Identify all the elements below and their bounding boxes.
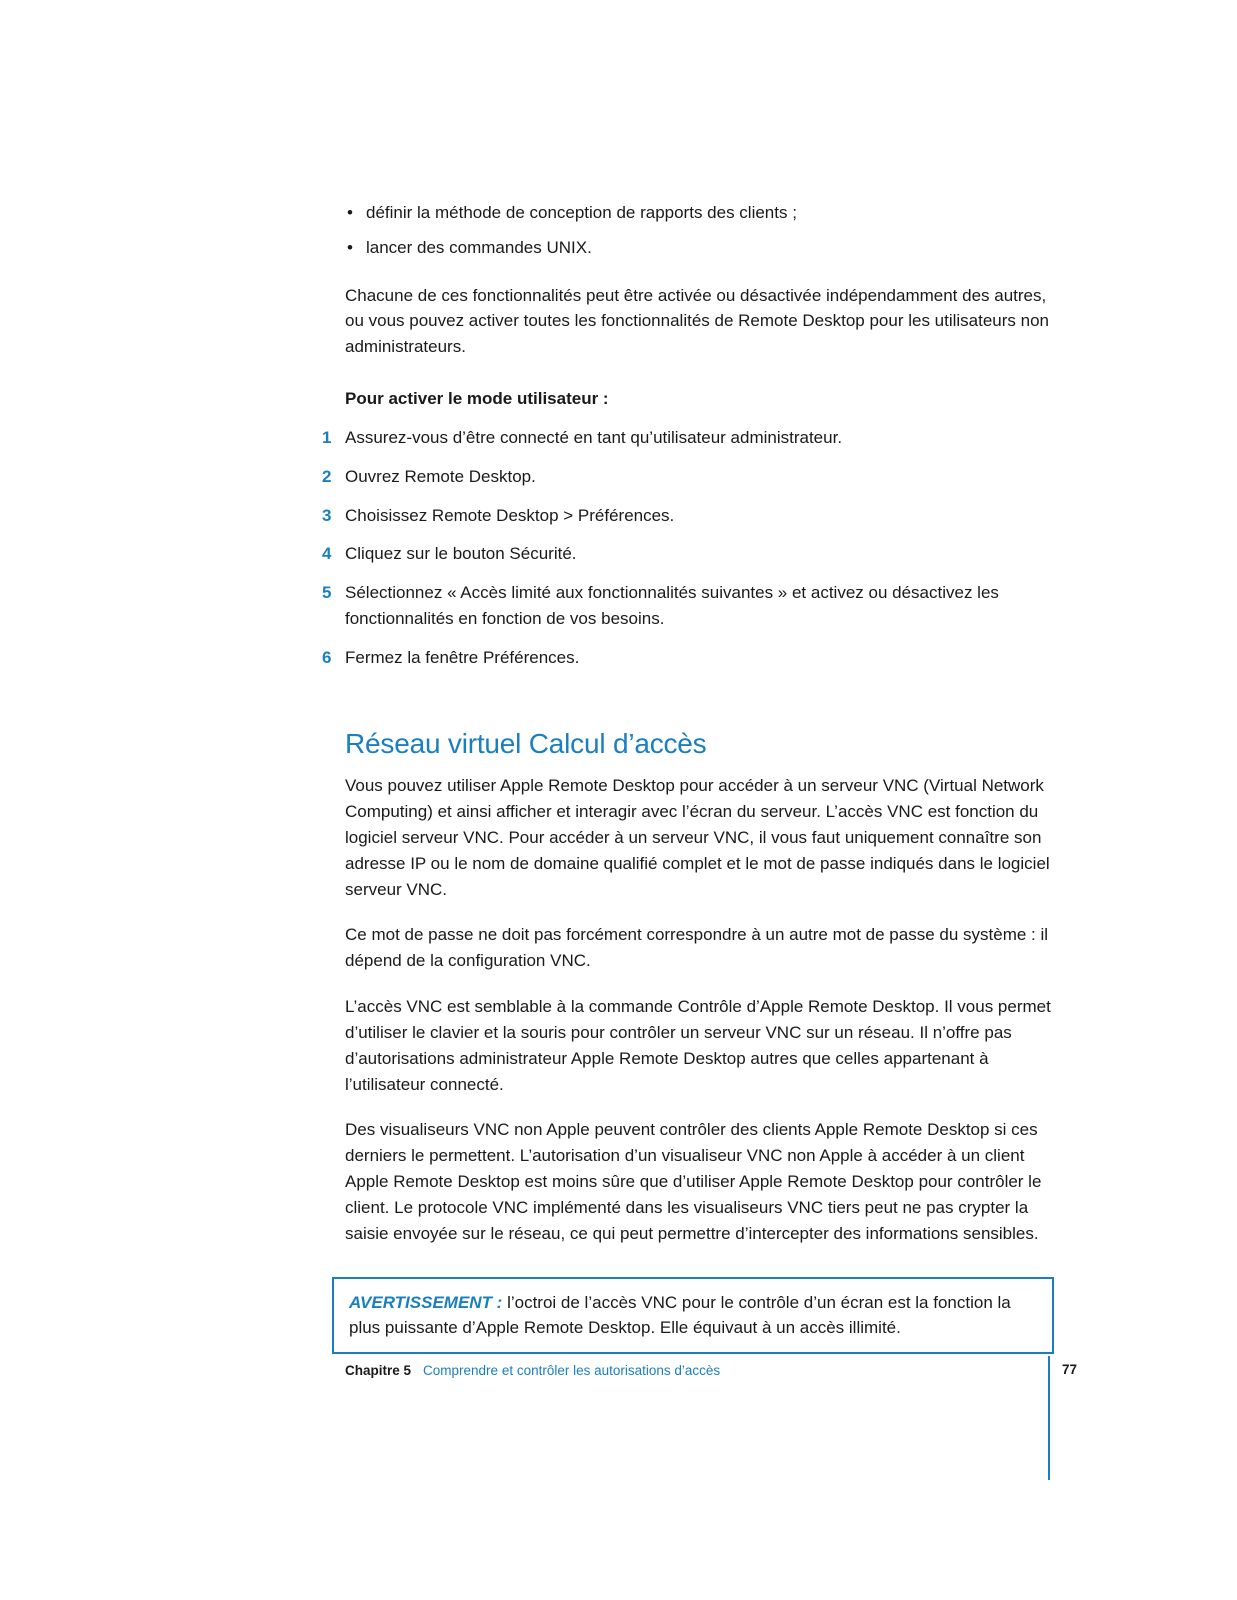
step-text: Ouvrez Remote Desktop. — [345, 466, 536, 486]
step-text: Fermez la fenêtre Préférences. — [345, 647, 580, 667]
step-row — [322, 464, 1057, 490]
step-row — [322, 645, 1057, 671]
step-row — [322, 580, 1057, 632]
numbered-steps — [322, 425, 1057, 671]
warning-label: AVERTISSEMENT : — [349, 1292, 503, 1312]
section-paragraph: Vous pouvez utiliser Apple Remote Desktop pour accéder à un serveur VNC (Virtual Network Computing) et ainsi afficher et interagir avec l’écran du serveur. L’accès VNC est fonction du logiciel serveur VNC. Pour accéder à un serveur VNC, il vous faut uniquement connaître son adresse IP ou le nom de domaine qualifié complet et le mot de passe indiqués dans le logiciel serveur VNC. — [345, 776, 1050, 899]
step-row — [322, 541, 1057, 567]
list-item: • lancer des commandes UNIX. — [345, 235, 1057, 261]
section-title: Réseau virtuel Calcul d’accès — [345, 727, 707, 759]
step-row — [322, 425, 1057, 451]
section-paragraph: Ce mot de passe ne doit pas forcément correspondre à un autre mot de passe du système : il dépend de la configuration VNC. — [345, 925, 1049, 971]
page-footer — [345, 1363, 720, 1378]
step-number: 1 — [322, 427, 332, 447]
intro-paragraph: Chacune de ces fonctionnalités peut être activée ou désactivée indépendamment des autres, ou vous pouvez activer toutes les fonctionnalités de Remote Desktop pour les utilisateurs non administrateurs. — [345, 285, 1050, 357]
page-number: 77 — [1062, 1362, 1078, 1377]
step-text: Assurez-vous d’être connecté en tant qu’utilisateur administrateur. — [345, 427, 843, 447]
warning-text: l’octroi de l’accès VNC pour le contrôle d’un écran est la fonction la plus puissante d’Apple Remote Desktop. Elle équivaut à un accès illimité. — [349, 1292, 1011, 1338]
step-text: Choisissez Remote Desktop > Préférences. — [345, 505, 675, 525]
step-text: Sélectionnez « Accès limité aux fonctionnalités suivantes » et activez ou désactivez les fonctionnalités en fonction de vos besoins. — [345, 583, 999, 629]
step-number: 2 — [322, 466, 332, 486]
step-text: Cliquez sur le bouton Sécurité. — [345, 544, 577, 564]
section-paragraph: L’accès VNC est semblable à la commande Contrôle d’Apple Remote Desktop. Il vous permet d’utiliser le clavier et la souris pour contrôler un serveur VNC sur un réseau. Il n’offre pas d’autorisations administrateur Apple Remote Desktop autres que celles appartenant à l’utilisateur connecté. — [345, 997, 1051, 1094]
footer-divider — [1048, 1356, 1050, 1480]
step-number: 4 — [322, 544, 332, 564]
step-number: 6 — [322, 647, 332, 667]
warning-box — [332, 1277, 1054, 1355]
list-item: • définir la méthode de conception de rapports des clients ; — [345, 200, 1057, 226]
footer-chapter-title: Comprendre et contrôler les autorisations d’accès — [423, 1363, 721, 1378]
step-number: 3 — [322, 505, 332, 525]
task-heading: Pour activer le mode utilisateur : — [345, 389, 609, 409]
step-number: 5 — [322, 583, 332, 603]
step-row — [322, 503, 1057, 529]
section-paragraph: Des visualiseurs VNC non Apple peuvent contrôler des clients Apple Remote Desktop si ces derniers le permettent. L’autorisation d’un visualiseur VNC non Apple à accéder à un client Apple Remote Desktop est moins sûre que d’utiliser Apple Remote Desktop pour contrôler le client. Le protocole VNC implémenté dans les visualiseurs VNC tiers peut ne pas crypter la saisie envoyée sur le réseau, ce qui peut permettre d’intercepter des informations sensibles. — [345, 1120, 1042, 1243]
footer-chapter-label: Chapitre 5 — [345, 1363, 412, 1378]
page-content — [322, 200, 1057, 1354]
feature-bullet-list — [345, 200, 1057, 261]
